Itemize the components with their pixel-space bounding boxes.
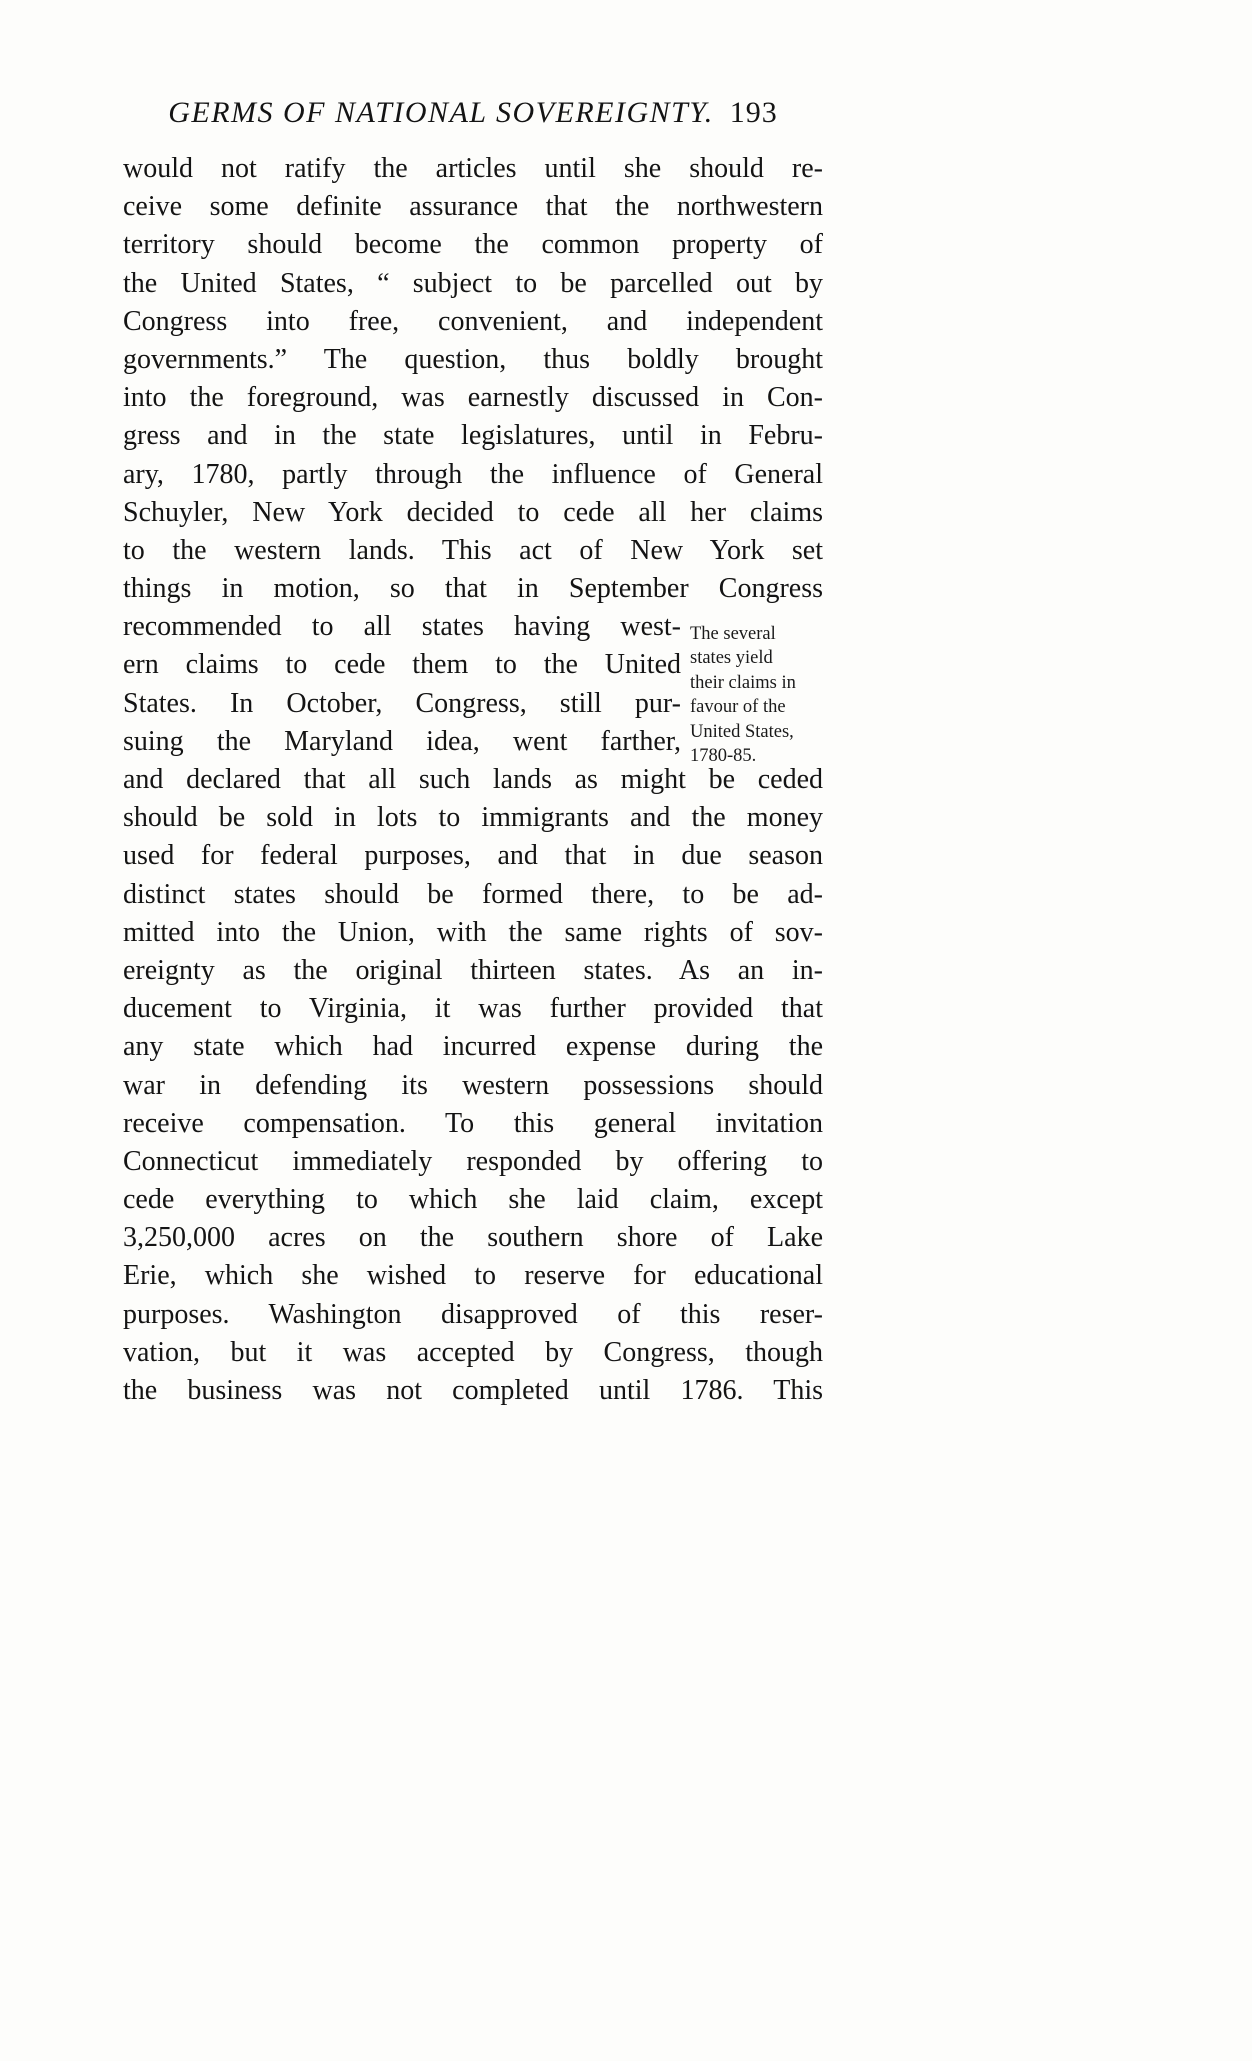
margin-note-line: favour of the <box>690 697 786 718</box>
text-line: things in motion, so that in September Congress <box>123 573 823 605</box>
text-line: the United States, “ subject to be parcelled out by <box>123 267 823 299</box>
margin-note-line: states yield <box>690 648 773 669</box>
text-line: any state which had incurred expense during the <box>123 1031 823 1063</box>
text-line: suing the Maryland idea, went farther, <box>123 725 681 757</box>
text-line: used for federal purposes, and that in due season <box>123 840 823 872</box>
text-line: vation, but it was accepted by Congress, though <box>123 1336 823 1368</box>
text-line: cede everything to which she laid claim, except <box>123 1184 823 1216</box>
text-line: war in defending its western possessions should <box>123 1069 823 1101</box>
margin-note-line: United States, <box>690 721 794 742</box>
text-line: governments.” The question, thus boldly brought <box>123 343 823 375</box>
margin-note-line: their claims in <box>690 672 796 693</box>
text-line: territory should become the common property of <box>123 229 823 261</box>
text-line: and declared that all such lands as might be ceded <box>123 764 823 795</box>
text-line: Erie, which she wished to reserve for educational <box>123 1260 823 1292</box>
text-line: ceive some definite assurance that the northwestern <box>123 191 823 223</box>
margin-note-line: The several <box>690 624 776 644</box>
text-line: Connecticut immediately responded by offering to <box>123 1145 823 1177</box>
text-line: Schuyler, New York decided to cede all her claims <box>123 496 823 528</box>
text-line: would not ratify the articles until she should re- <box>123 153 823 184</box>
text-line: recommended to all states having west- <box>123 611 681 643</box>
text-line: ern claims to cede them to the United <box>123 649 681 681</box>
text-line: the business was not completed until 1786. This <box>123 1375 823 1406</box>
text-line: purposes. Washington disapproved of this reser- <box>123 1298 823 1330</box>
margin-note-line: 1780-85. <box>690 746 757 767</box>
text-line: mitted into the Union, with the same rights of sov- <box>123 916 823 948</box>
text-line: ereignty as the original thirteen states. As an in- <box>123 954 823 986</box>
text-line: into the foreground, was earnestly discussed in Con- <box>123 382 823 414</box>
text-line: ary, 1780, partly through the influence of General <box>123 458 823 490</box>
page-number: 193 <box>729 96 778 129</box>
text-line: States. In October, Congress, still pur- <box>123 687 681 719</box>
text-line: should be sold in lots to immigrants and the money <box>123 802 823 834</box>
running-header <box>123 96 823 130</box>
text-line: Congress into free, convenient, and independent <box>123 305 823 337</box>
text-line: distinct states should be formed there, to be ad- <box>123 878 823 910</box>
running-title: GERMS OF NATIONAL SOVEREIGNTY. <box>168 96 714 129</box>
text-line: 3,250,000 acres on the southern shore of Lake <box>123 1222 823 1254</box>
margin-note <box>690 622 832 768</box>
text-line: gress and in the state legislatures, until in Febru- <box>123 420 823 452</box>
text-line: to the western lands. This act of New York set <box>123 534 823 566</box>
text-line: ducement to Virginia, it was further provided that <box>123 993 823 1025</box>
text-line: receive compensation. To this general invitation <box>123 1107 823 1139</box>
body-text <box>123 150 823 1410</box>
